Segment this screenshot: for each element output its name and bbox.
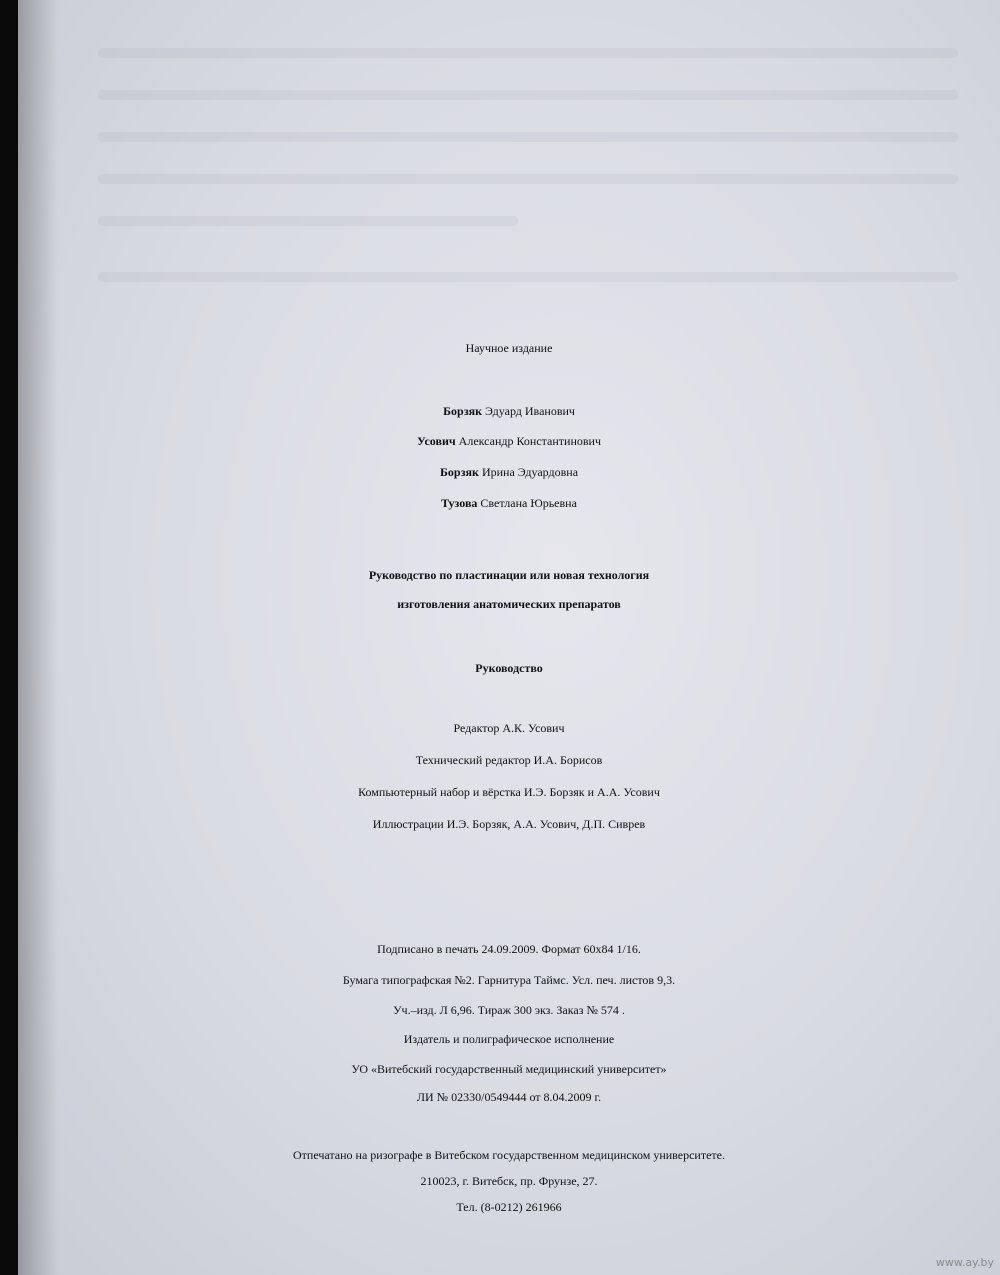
author-surname: Тузова (441, 496, 478, 510)
printer-line: Отпечатано на ризографе в Витебском государственном медицинском университете. (292, 1148, 725, 1162)
imprint-line: Издатель и полиграфическое исполнение (403, 1032, 615, 1046)
author-line (18, 427, 1000, 455)
show-through (98, 90, 958, 100)
credit-line: Компьютерный набор и вёрстка И.Э. Борзяк и А.А. Усович (358, 785, 660, 799)
book-subtitle: Руководство (475, 661, 543, 675)
credit-line: Иллюстрации И.Э. Борзяк, А.А. Усович, Д.П. Сиврев (372, 817, 646, 831)
author-given-name: Ирина Эдуардовна (481, 465, 579, 479)
book-title-line-1: Руководство по пластинации или новая технология (368, 568, 650, 582)
imprint-line: Бумага типографская №2. Гарнитура Таймс. Усл. печ. листов 9,3. (342, 973, 676, 987)
watermark: www.ay.by (935, 1256, 994, 1269)
show-through (98, 174, 958, 184)
show-through (98, 216, 518, 226)
imprint-line: Уч.–изд. Л 6,96. Тираж 300 экз. Заказ № 574 . (393, 1003, 625, 1017)
show-through (98, 132, 958, 142)
imprint-line: ЛИ № 02330/0549444 от 8.04.2009 г. (416, 1090, 602, 1104)
author-line (18, 489, 1000, 517)
author-given-name: Эдуард Иванович (485, 404, 575, 418)
author-line (18, 458, 1000, 486)
author-given-name: Светлана Юрьевна (480, 496, 577, 510)
author-surname: Борзяк (439, 465, 479, 479)
imprint-line: Подписано в печать 24.09.2009. Формат 60х84 1/16. (377, 942, 641, 956)
author-surname: Усович (416, 434, 456, 448)
document-page (18, 0, 1000, 1275)
credit-line: Технический редактор И.А. Борисов (415, 753, 603, 767)
printer-line: 210023, г. Витебск, пр. Фрунзе, 27. (420, 1174, 598, 1188)
author-given-name: Александр Константинович (458, 434, 602, 448)
imprint-line: УО «Витебский государственный медицинский университет» (351, 1062, 667, 1076)
show-through (98, 272, 958, 282)
credit-line: Редактор А.К. Усович (453, 721, 565, 735)
edition-type: Научное издание (465, 341, 553, 355)
author-surname: Борзяк (443, 404, 483, 418)
author-line (18, 397, 1000, 425)
show-through (98, 48, 958, 58)
printer-line: Тел. (8-0212) 261966 (456, 1200, 562, 1214)
book-title-line-2: изготовления анатомических препаратов (397, 597, 621, 611)
